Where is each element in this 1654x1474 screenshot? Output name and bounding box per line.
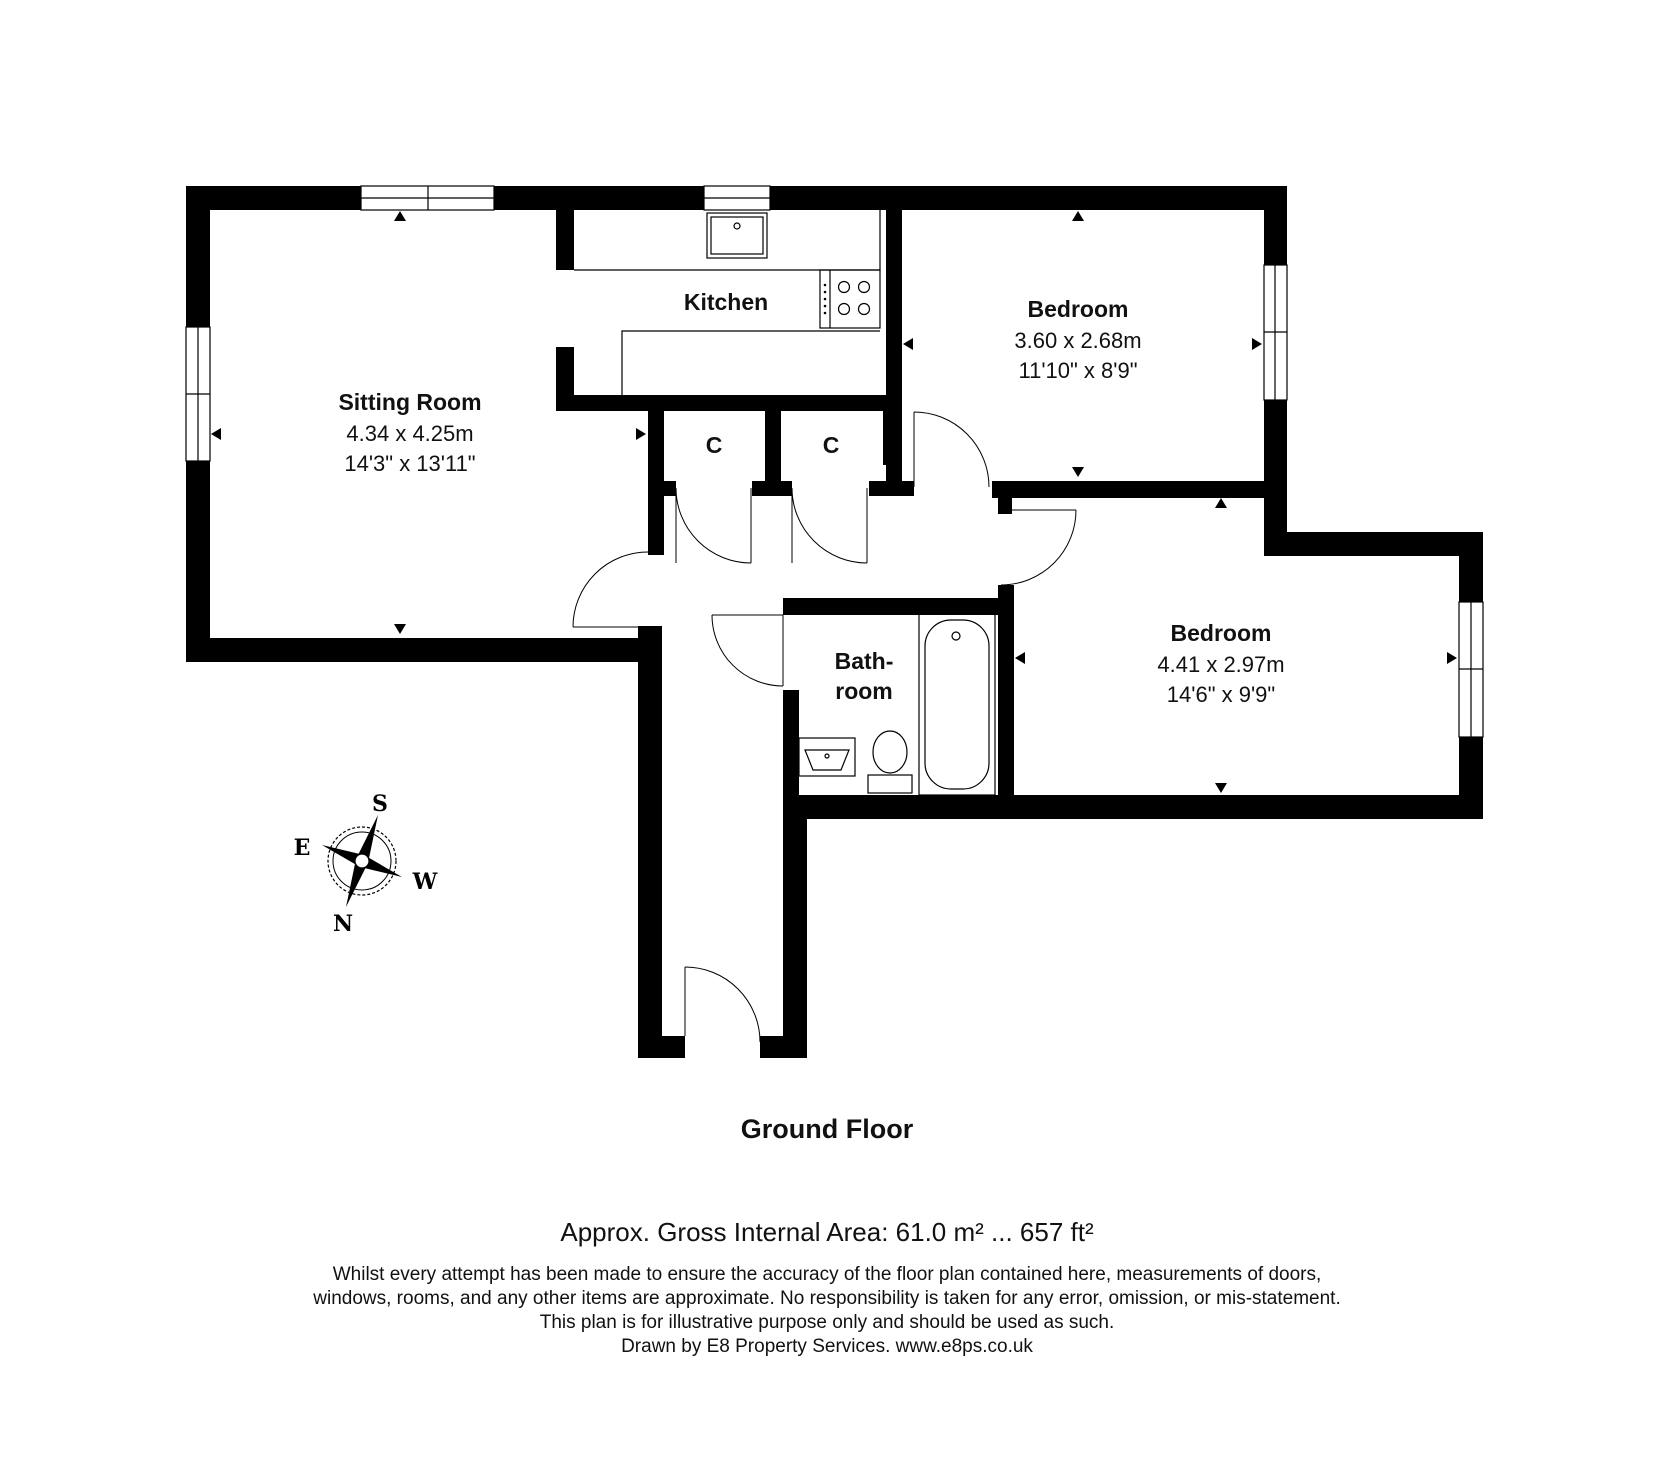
disclaimer-line-2: windows, rooms, and any other items are approximate. No responsibility is taken for any error, omission, or mis-statement. bbox=[313, 1288, 1341, 1309]
disclaimer-line-3: This plan is for illustrative purpose only and should be used as such. bbox=[539, 1312, 1115, 1333]
bedroom-1-imperial: 11'10" x 8'9" bbox=[1018, 358, 1138, 383]
bedroom-2-imperial: 14'6" x 9'9" bbox=[1166, 682, 1276, 707]
bathroom-label-line-2: room bbox=[835, 678, 893, 704]
compass-label-north: N bbox=[332, 911, 354, 937]
bedroom-2-label: Bedroom bbox=[1170, 620, 1272, 646]
credit-line: Drawn by E8 Property Services. www.e8ps.co.uk bbox=[621, 1336, 1033, 1357]
walls bbox=[186, 186, 1483, 1058]
compass-label-south: S bbox=[372, 791, 388, 817]
gross-internal-area: Approx. Gross Internal Area: 61.0 m² ... 657 ft² bbox=[560, 1217, 1094, 1247]
bedroom-1-metric: 3.60 x 2.68m bbox=[1014, 328, 1142, 353]
floor-title: Ground Floor bbox=[740, 1114, 914, 1144]
kitchen-label: Kitchen bbox=[683, 289, 769, 315]
hob-knobs bbox=[824, 284, 827, 315]
bedroom-1-label: Bedroom bbox=[1027, 296, 1129, 322]
cupboard-1-label: C bbox=[705, 432, 723, 458]
sitting-room-imperial: 14'3" x 13'11" bbox=[344, 451, 476, 476]
sitting-room-label: Sitting Room bbox=[338, 389, 482, 415]
bathroom-label-line-1: Bath- bbox=[834, 648, 894, 674]
bathroom-fixtures bbox=[799, 614, 995, 795]
compass-icon bbox=[322, 815, 402, 907]
disclaimer-line-1: Whilst every attempt has been made to ensure the accuracy of the floor plan contained here, measurements of doors, bbox=[332, 1264, 1322, 1285]
bedroom-2-metric: 4.41 x 2.97m bbox=[1157, 652, 1285, 677]
compass-label-east: E bbox=[293, 835, 311, 861]
compass-label-west: W bbox=[412, 869, 438, 895]
cupboard-2-label: C bbox=[822, 432, 840, 458]
sitting-room-metric: 4.34 x 4.25m bbox=[346, 421, 474, 446]
